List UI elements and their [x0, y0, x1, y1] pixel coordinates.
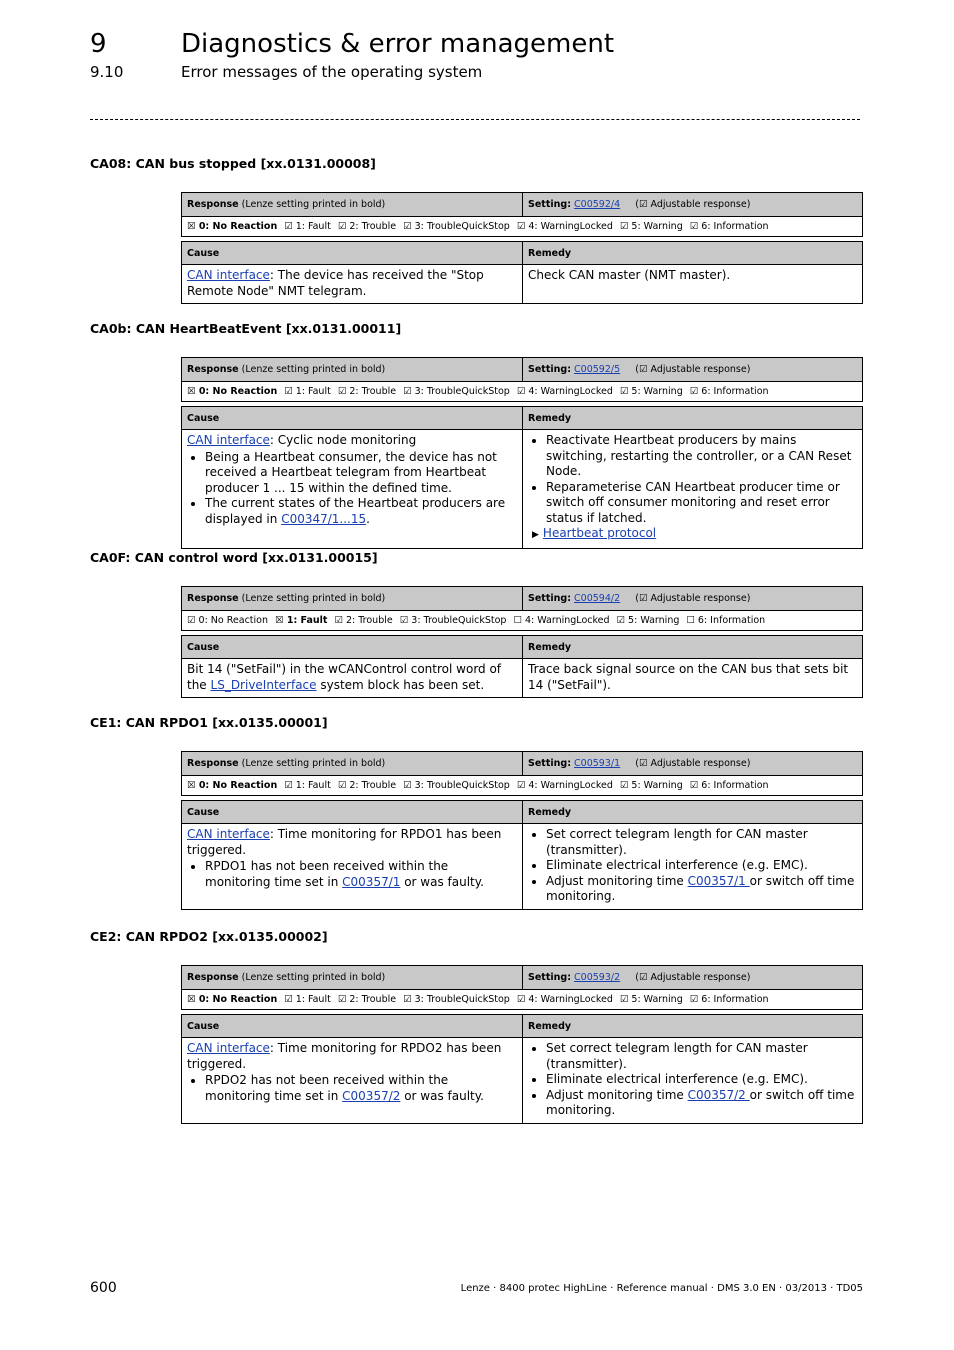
remedy-cell: [523, 824, 862, 909]
remedy-bullet: • Adjust monitoring time C00357/2 or switch off time monitoring.: [546, 1088, 857, 1119]
cause-cell: [182, 659, 523, 697]
response-option: ☑ 4: WarningLocked: [516, 994, 613, 1005]
cause-bullet: • RPDO2 has not been received within the monitoring time set in C00357/2 or was faulty.: [205, 1073, 517, 1104]
setting-label: Setting:: [528, 593, 571, 604]
lenze-note: (Lenze setting printed in bold): [241, 593, 386, 604]
response-option: ☑ 1: Fault: [284, 221, 331, 232]
cause-cell: [182, 1038, 523, 1123]
cause-link[interactable]: CAN interface: [187, 1041, 270, 1055]
remedy-header: Remedy: [528, 1020, 572, 1032]
cause-header: Cause: [182, 801, 523, 823]
response-option: ☑ 3: TroubleQuickStop: [399, 615, 507, 626]
response-option: ☑ 2: Trouble: [337, 221, 397, 232]
response-options: [182, 990, 862, 1009]
error-heading: CE1: CAN RPDO1 [xx.0135.00001]: [90, 715, 328, 730]
remedy-bullet: • Set correct telegram length for CAN master (transmitter).: [546, 827, 857, 858]
remedy-cell: [523, 1038, 862, 1123]
response-table: [181, 357, 863, 402]
heartbeat-protocol-link[interactable]: Heartbeat protocol: [542, 526, 657, 540]
response-option: ☒ 0: No Reaction: [187, 780, 278, 791]
response-label: Response: [187, 364, 239, 375]
chapter-title: Diagnostics & error management: [181, 29, 615, 59]
adjustable-note: (☑ Adjustable response): [635, 758, 751, 769]
cause-text: : Time monitoring for RPDO2 has been triggered.: [187, 1041, 502, 1071]
response-option: ☑ 6: Information: [689, 221, 769, 232]
error-heading: CA0b: CAN HeartBeatEvent [xx.0131.00011]: [90, 321, 402, 336]
response-label: Response: [187, 199, 239, 210]
response-option: ☑ 3: TroubleQuickStop: [403, 994, 510, 1005]
lenze-note: (Lenze setting printed in bold): [241, 758, 386, 769]
response-option: ☑ 1: Fault: [284, 780, 331, 791]
cause-text: system block has been set.: [316, 677, 485, 692]
response-table: [181, 192, 863, 237]
response-options: [182, 611, 862, 630]
response-table: [181, 751, 863, 796]
response-options: [182, 382, 862, 401]
response-option: ☑ 4: WarningLocked: [516, 780, 613, 791]
response-label: Response: [187, 593, 239, 604]
remedy-header: Remedy: [528, 641, 572, 653]
remedy-bullet: • Eliminate electrical interference (e.g. EMC).: [546, 1072, 857, 1088]
setting-link[interactable]: C00594/2: [574, 593, 621, 604]
cause-header: Cause: [182, 242, 523, 264]
response-option: ☑ 3: TroubleQuickStop: [403, 221, 510, 232]
lenze-note: (Lenze setting printed in bold): [241, 199, 386, 210]
remedy-cell: [523, 430, 862, 548]
response-option: ☑ 6: Information: [689, 780, 769, 791]
remedy-bullet: • Eliminate electrical interference (e.g. EMC).: [546, 858, 857, 874]
parameter-link[interactable]: C00347/1...15: [281, 511, 367, 526]
cause-cell: [182, 824, 523, 909]
remedy-text: Trace back signal source on the CAN bus that sets bit 14 ("SetFail").: [528, 662, 849, 692]
remedy-header: Remedy: [528, 806, 572, 818]
response-option: ☐ 4: WarningLocked: [513, 615, 610, 626]
adjustable-note: (☑ Adjustable response): [635, 199, 751, 210]
response-label: Response: [187, 758, 239, 769]
cause-remedy-table: [181, 1014, 863, 1124]
cause-text: : Time monitoring for RPDO1 has been triggered.: [187, 827, 502, 857]
cause-text: : The device has received the "Stop Remote Node" NMT telegram.: [187, 268, 484, 298]
cause-link[interactable]: CAN interface: [187, 433, 270, 447]
cause-bullet: • Being a Heartbeat consumer, the device has not received a Heartbeat telegram from Heartbeat producer 1 ... 15 within the defined time.: [205, 450, 517, 497]
drive-interface-link[interactable]: LS_DriveInterface: [210, 677, 317, 692]
cause-cell: [182, 265, 523, 303]
response-option: ☑ 1: Fault: [284, 386, 331, 397]
cause-header: Cause: [182, 1015, 523, 1037]
response-option: ☑ 4: WarningLocked: [516, 221, 613, 232]
response-option: ☒ 0: No Reaction: [187, 994, 278, 1005]
cause-bullet: • The current states of the Heartbeat producers are displayed in C00347/1...15.: [205, 496, 517, 527]
response-option: ☑ 2: Trouble: [337, 386, 397, 397]
adjustable-note: (☑ Adjustable response): [635, 593, 751, 604]
chapter-number: 9: [90, 29, 107, 59]
section-number: 9.10: [90, 63, 124, 81]
section-title: Error messages of the operating system: [181, 63, 483, 81]
adjustable-note: (☑ Adjustable response): [635, 972, 751, 983]
setting-link[interactable]: C00592/4: [574, 199, 621, 210]
response-option: ☑ 0: No Reaction: [187, 615, 269, 626]
response-option: ☑ 4: WarningLocked: [516, 386, 613, 397]
remedy-header: Remedy: [528, 247, 572, 259]
remedy-bullet: • Reparameterise CAN Heartbeat producer time or switch off consumer monitoring and reset error status if latched.: [546, 480, 857, 527]
setting-label: Setting:: [528, 199, 571, 210]
response-option: ☑ 5: Warning: [619, 780, 683, 791]
response-option: ☑ 3: TroubleQuickStop: [403, 386, 510, 397]
remedy-cell: [523, 659, 862, 697]
response-table: [181, 965, 863, 1010]
lenze-note: (Lenze setting printed in bold): [241, 972, 386, 983]
remedy-bullet: • Reactivate Heartbeat producers by mains switching, restarting the controller, or a CAN Reset Node.: [546, 433, 857, 480]
setting-label: Setting:: [528, 364, 571, 375]
response-option: ☑ 2: Trouble: [337, 780, 397, 791]
remedy-cell: [523, 265, 862, 303]
lenze-note: (Lenze setting printed in bold): [241, 364, 386, 375]
response-option: ☒ 0: No Reaction: [187, 221, 278, 232]
remedy-bullet: • Adjust monitoring time C00357/1 or switch off time monitoring.: [546, 874, 857, 905]
setting-link[interactable]: C00592/5: [574, 364, 621, 375]
footer-doc-info: Lenze · 8400 protec HighLine · Reference manual · DMS 3.0 EN · 03/2013 · TD05: [460, 1283, 863, 1294]
response-option: ☒ 0: No Reaction: [187, 386, 278, 397]
response-option: ☑ 5: Warning: [619, 994, 683, 1005]
remedy-text: Check CAN master (NMT master).: [528, 268, 731, 282]
cause-header: Cause: [182, 407, 523, 429]
header-divider: [90, 119, 860, 120]
setting-label: Setting:: [528, 758, 571, 769]
error-heading: CA0F: CAN control word [xx.0131.00015]: [90, 550, 378, 565]
remedy-bullet: • Set correct telegram length for CAN master (transmitter).: [546, 1041, 857, 1072]
response-option: ☑ 6: Information: [689, 994, 769, 1005]
parameter-link[interactable]: C00357/1: [342, 874, 401, 889]
setting-link[interactable]: C00593/1: [574, 758, 621, 769]
cause-remedy-table: [181, 635, 863, 698]
page-number: 600: [90, 1280, 117, 1296]
response-option: ☐ 6: Information: [686, 615, 766, 626]
cause-link[interactable]: CAN interface: [187, 268, 270, 282]
response-options: [182, 217, 862, 236]
cause-text: : Cyclic node monitoring: [269, 433, 417, 447]
setting-link[interactable]: C00593/2: [574, 972, 621, 983]
cause-text: Bit 14 ("SetFail") in the wCANControl control word of the: [187, 662, 502, 692]
cause-cell: [182, 430, 523, 548]
adjustable-note: (☑ Adjustable response): [635, 364, 751, 375]
setting-label: Setting:: [528, 972, 571, 983]
response-option: ☑ 5: Warning: [619, 221, 683, 232]
parameter-link[interactable]: C00357/2: [342, 1088, 401, 1103]
response-label: Response: [187, 972, 239, 983]
response-option: ☒ 1: Fault: [275, 615, 328, 626]
response-option: ☑ 3: TroubleQuickStop: [403, 780, 510, 791]
response-option: ☑ 1: Fault: [284, 994, 331, 1005]
response-option: ☑ 2: Trouble: [337, 994, 397, 1005]
response-option: ☑ 6: Information: [689, 386, 769, 397]
error-heading: CE2: CAN RPDO2 [xx.0135.00002]: [90, 929, 328, 944]
response-option: ☑ 5: Warning: [616, 615, 680, 626]
response-option: ☑ 5: Warning: [619, 386, 683, 397]
cause-link[interactable]: CAN interface: [187, 827, 270, 841]
response-option: ☑ 2: Trouble: [334, 615, 393, 626]
remedy-header: Remedy: [528, 412, 572, 424]
cause-header: Cause: [182, 636, 523, 658]
parameter-link[interactable]: C00357/1: [687, 873, 750, 888]
cause-remedy-table: [181, 406, 863, 549]
error-heading: CA08: CAN bus stopped [xx.0131.00008]: [90, 156, 376, 171]
arrow-right-icon: ▶: [532, 530, 539, 540]
cause-remedy-table: [181, 800, 863, 910]
response-options: [182, 776, 862, 795]
cause-remedy-table: [181, 241, 863, 304]
response-table: [181, 586, 863, 631]
cause-bullet: • RPDO1 has not been received within the monitoring time set in C00357/1 or was faulty.: [205, 859, 517, 890]
parameter-link[interactable]: C00357/2: [687, 1087, 750, 1102]
